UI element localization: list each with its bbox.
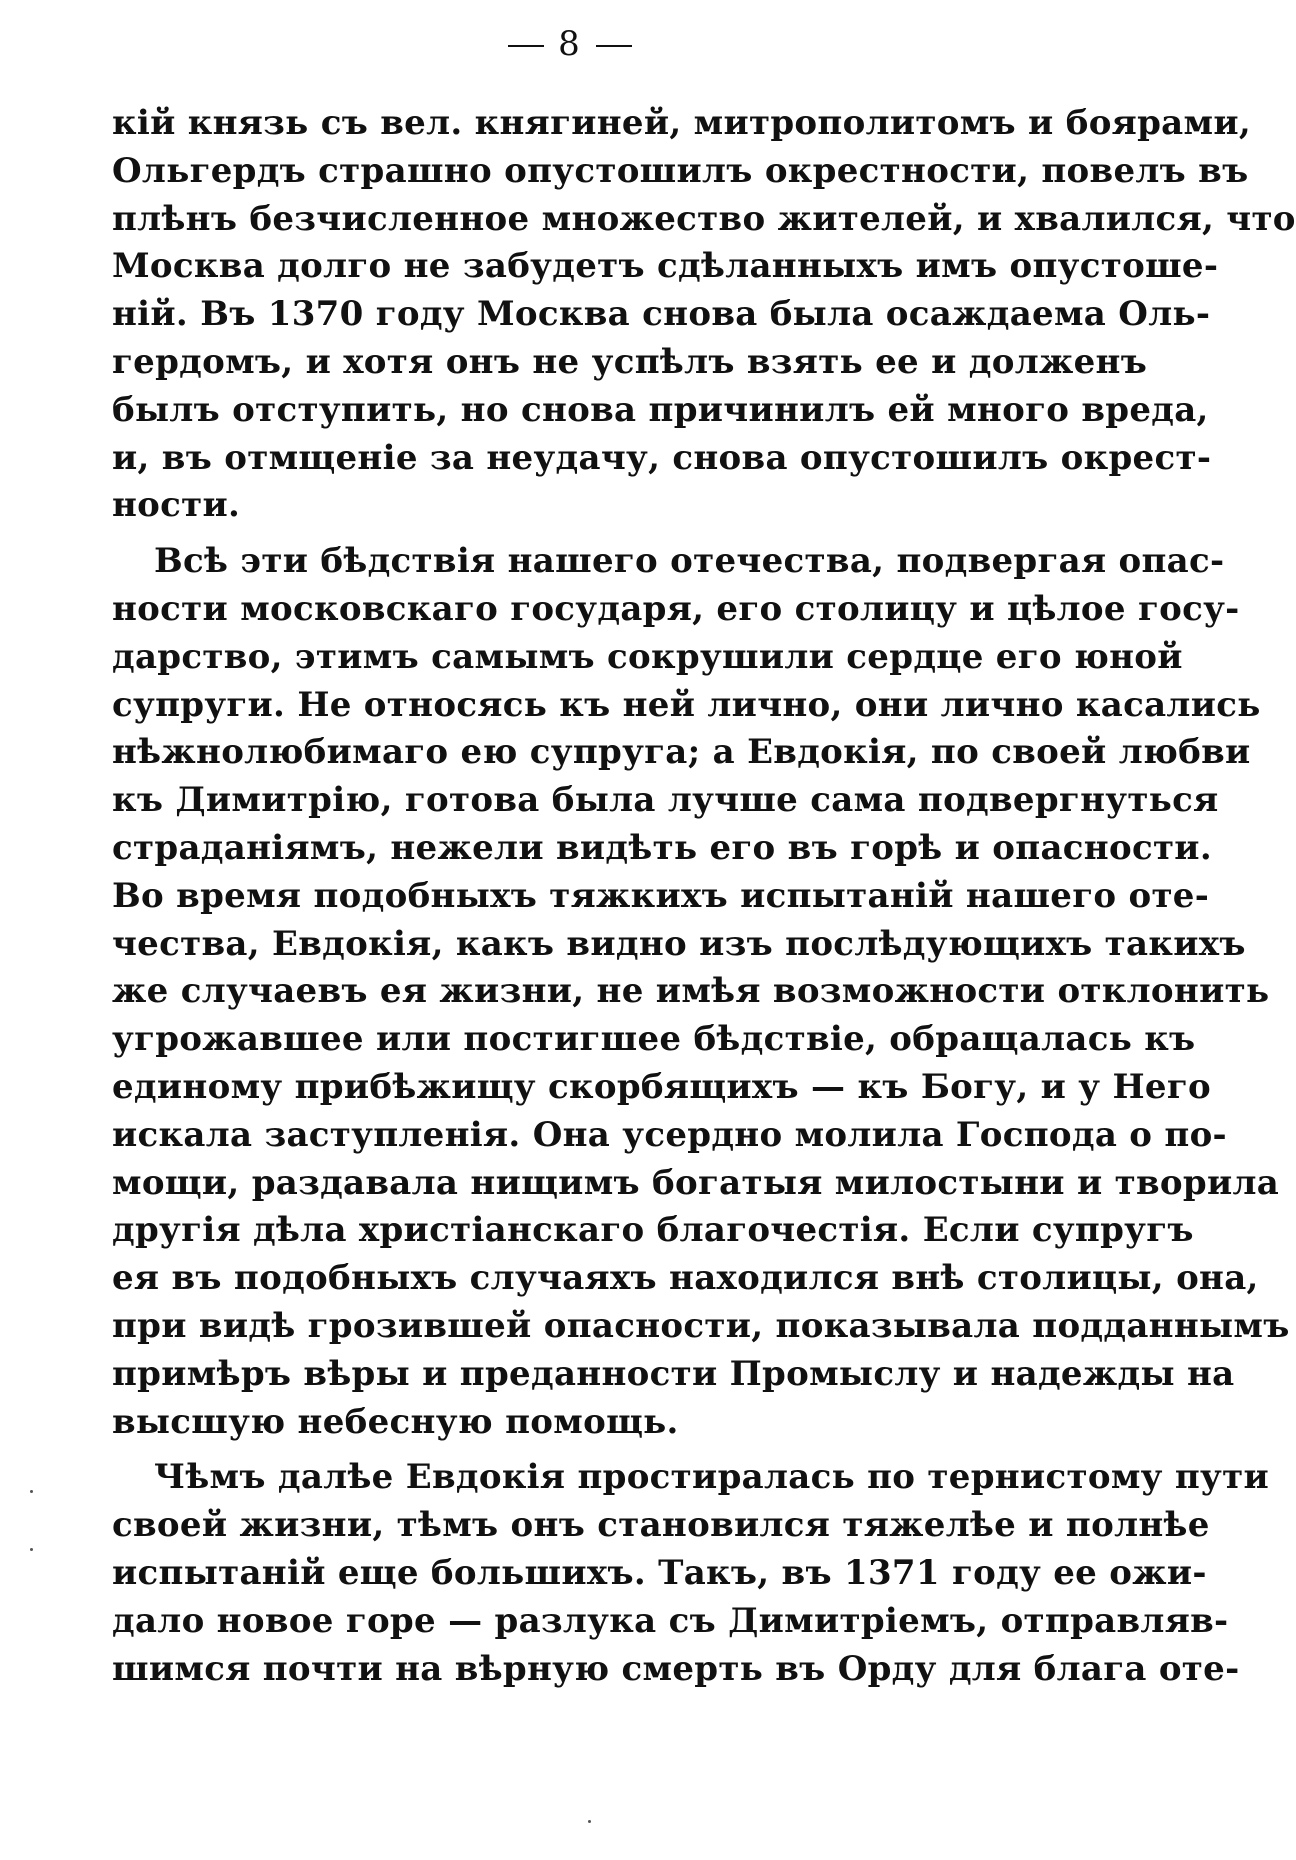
left-dash <box>508 45 544 47</box>
print-speck <box>588 1820 591 1823</box>
page-number-header <box>0 24 1140 64</box>
text-line: гердомъ, и хотя онъ не успѣлъ взять ее и долженъ <box>112 341 1148 382</box>
text-line: ній. Въ 1370 году Москва снова была осаждаема Оль- <box>112 294 1211 335</box>
page-number: 8 <box>558 24 582 64</box>
text-line: Чѣмъ далѣе Евдокія простиралась по тернистому пути <box>154 1457 1269 1498</box>
text-line: примѣръ вѣры и преданности Промыслу и надежды на <box>112 1353 1235 1394</box>
text-line: супруги. Не относясь къ ней лично, они лично касались <box>112 684 1261 725</box>
text-line: ея въ подобныхъ случаяхъ находился внѣ столицы, она, <box>112 1258 1259 1299</box>
text-line: единому прибѣжищу скорбящихъ — къ Богу, и у Него <box>112 1066 1211 1107</box>
text-line: же случаевъ ея жизни, не имѣя возможности отклонить <box>112 971 1270 1012</box>
text-line: испытаній еще большихъ. Такъ, въ 1371 году ее ожи- <box>112 1552 1207 1593</box>
text-line: при видѣ грозившей опасности, показывала подданнымъ <box>112 1305 1290 1346</box>
text-line: искала заступленія. Она усердно молила Господа о по- <box>112 1114 1227 1155</box>
text-line: угрожавшее или постигшее бѣдствіе, обращалась къ <box>112 1019 1196 1060</box>
text-line: высшую небесную помощь. <box>112 1401 679 1442</box>
text-line: шимся почти на вѣрную смерть въ Орду для блага оте- <box>112 1648 1240 1689</box>
print-speck <box>30 1490 33 1493</box>
right-dash <box>596 45 632 47</box>
print-speck <box>30 1548 33 1551</box>
text-line: кій князь съ вел. княгиней, митрополитомъ и боярами, <box>112 103 1251 143</box>
text-line: другія дѣла христіанскаго благочестія. Если супругъ <box>112 1210 1194 1251</box>
text-line: ности московскаго государя, его столицу и цѣлое госу- <box>112 588 1240 629</box>
text-line: Всѣ эти бѣдствія нашего отечества, подвергая опас- <box>154 541 1225 582</box>
paragraph <box>112 538 1290 1446</box>
paragraph-gap <box>112 1446 1088 1454</box>
text-line: былъ отступить, но снова причинилъ ей много вреда, <box>112 389 1209 430</box>
text-line: Москва долго не забудетъ сдѣланныхъ имъ опустоше- <box>112 246 1219 287</box>
paragraph <box>112 1454 1269 1693</box>
text-line: и, въ отмщеніе за неудачу, снова опустошилъ окрест- <box>112 437 1212 478</box>
text-line: плѣнъ безчисленное множество жителей, и хвалился, что <box>112 198 1296 239</box>
text-line: дало новое горе — разлука съ Димитріемъ, отправляв- <box>112 1600 1229 1641</box>
text-line: дарство, этимъ самымъ сокрушили сердце его юной <box>112 636 1183 677</box>
text-line: нѣжнолюбимаго ею супруга; а Евдокія, по своей любви <box>112 732 1251 773</box>
text-line: чества, Евдокія, какъ видно изъ послѣдующихъ такихъ <box>112 923 1246 964</box>
paragraph-gap <box>112 530 1088 538</box>
text-line: Ольгердъ страшно опустошилъ окрестности, повелъ въ <box>112 150 1249 191</box>
text-line: своей жизни, тѣмъ онъ становился тяжелѣе и полнѣе <box>112 1505 1210 1546</box>
text-line: Во время подобныхъ тяжкихъ испытаній нашего оте- <box>112 875 1210 916</box>
text-line: страданіямъ, нежели видѣть его въ горѣ и опасности. <box>112 827 1212 868</box>
text-line: мощи, раздавала нищимъ богатыя милостыни и творила <box>112 1162 1280 1203</box>
text-line: къ Димитрію, готова была лучше сама подвергнуться <box>112 780 1219 821</box>
body-text <box>112 100 1296 1693</box>
paragraph <box>112 100 1296 530</box>
text-line: ности. <box>112 485 241 526</box>
